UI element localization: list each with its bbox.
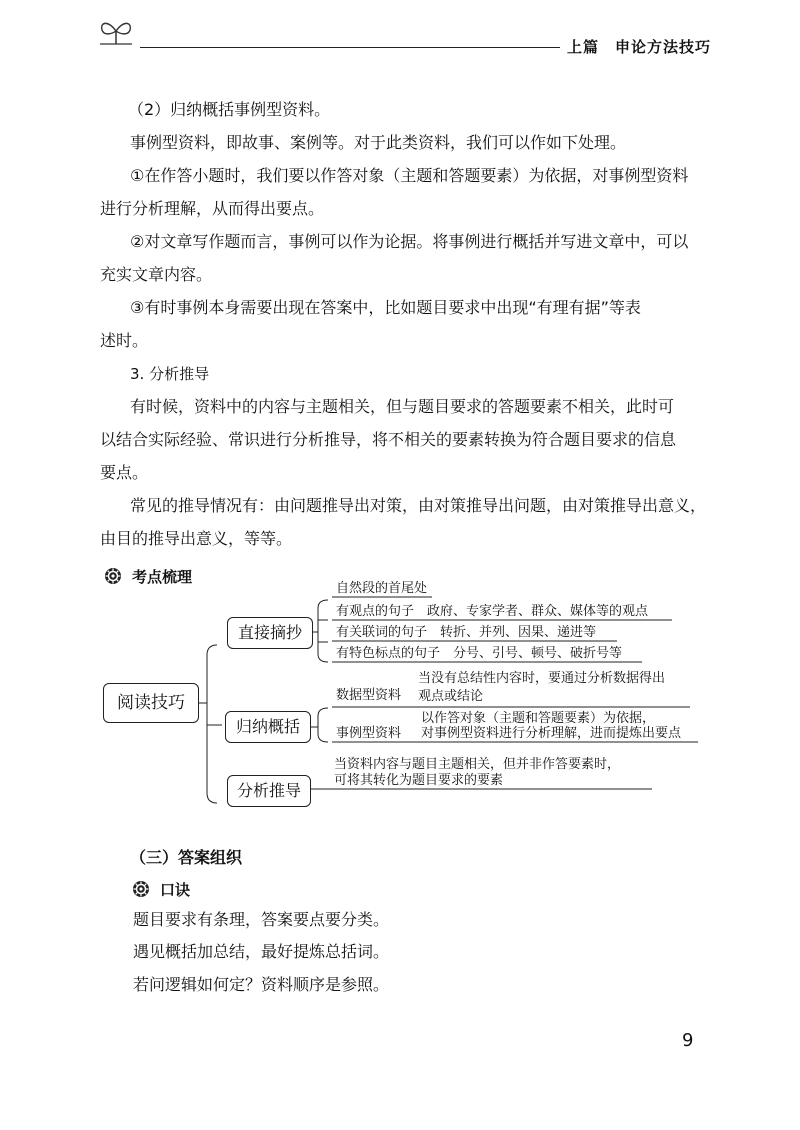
paragraph-6-line-2: 由目的推导出意义，等等。 <box>100 529 293 548</box>
paragraph-5-line-2: 以结合实际经验、常识进行分析推导，将不相关的要素转换为符合题目要求的信息 <box>100 430 677 449</box>
section-kaodian-title: 考点梳理 <box>132 568 193 586</box>
paragraph-3-line-2: 充实文章内容。 <box>100 265 213 284</box>
paragraph-4-line-1: ③有时事例本身需要出现在答案中，比如题目要求中出现“有理有据”等表 <box>130 298 641 317</box>
mindmap-leaf: 有特色标点的句子 分号、引号、顿号、破折号等 <box>336 646 623 661</box>
mindmap-leaf-desc: 以作答对象（主题和答题要素）为依据， <box>421 711 656 726</box>
mindmap-branch-direct-copy: 直接摘抄 <box>227 617 313 649</box>
mindmap-leaf-desc: 当没有总结性内容时，要通过分析数据得出 <box>418 671 666 686</box>
paragraph-6-line-1: 常见的推导情况有：由问题推导出对策，由对策推导出问题，由对策推导出意义， <box>130 496 707 515</box>
paragraph-5-line-1: 有时候，资料中的内容与主题相关，但与题目要求的答题要素不相关，此时可 <box>130 397 675 416</box>
heading-3: 3. 分析推导 <box>130 365 210 383</box>
mindmap-root-node: 阅读技巧 <box>103 683 199 723</box>
mindmap-leaf: 有观点的句子 政府、专家学者、群众、媒体等的观点 <box>336 604 649 619</box>
page-number: 9 <box>682 1030 694 1051</box>
paragraph-4-line-2: 述时。 <box>100 331 149 350</box>
mindmap-leaf: 自然段的首尾处 <box>336 581 428 596</box>
mindmap-leaf: 有关联词的句子 转折、并列、因果、递进等 <box>336 625 597 640</box>
section-koujue-heading <box>132 879 190 900</box>
mindmap-leaf-desc: 可将其转化为题目要求的要素 <box>334 773 504 788</box>
mindmap-branch-analyze: 分析推导 <box>227 775 311 807</box>
gear-icon <box>104 567 122 585</box>
koujue-line-3: 若问逻辑如何定？资料顺序是参照。 <box>133 975 390 994</box>
koujue-line-1: 题目要求有条理，答案要点要分类。 <box>133 910 390 929</box>
section-answer-heading: （三）答案组织 <box>130 848 243 867</box>
paragraph-5-line-3: 要点。 <box>100 463 149 482</box>
paragraph-2-line-1: ①在作答小题时，我们要以作答对象（主题和答题要素）为依据，对事例型资料 <box>130 166 689 185</box>
mindmap-branch-summarize: 归纳概括 <box>225 711 311 743</box>
section-koujue-title: 口诀 <box>160 881 191 899</box>
koujue-line-2: 遇见概括加总结，最好提炼总括词。 <box>133 942 390 961</box>
paragraph-2-line-2: 进行分析理解，从而得出要点。 <box>100 199 325 218</box>
mindmap-leaf-label: 事例型资料 <box>336 726 402 741</box>
heading-2: （2）归纳概括事例型资料。 <box>128 100 331 119</box>
paragraph-3-line-1: ②对文章写作题而言，事例可以作为论据。将事例进行概括并写进文章中，可以 <box>130 232 689 251</box>
mindmap-leaf-desc: 当资料内容与题目主题相关，但并非作答要素时， <box>334 757 621 772</box>
running-header-title: 上篇 申论方法技巧 <box>567 38 712 56</box>
gear-icon <box>132 880 150 898</box>
section-kaodian-heading <box>104 566 192 587</box>
header-rule <box>140 47 560 48</box>
sprout-icon <box>96 14 136 48</box>
mindmap-leaf-desc: 对事例型资料进行分析理解，进而提炼出要点 <box>421 726 682 741</box>
mindmap-leaf-label: 数据型资料 <box>336 688 402 703</box>
paragraph-1: 事例型资料，即故事、案例等。对于此类资料，我们可以作如下处理。 <box>130 133 627 152</box>
mindmap-leaf-desc: 观点或结论 <box>418 689 484 704</box>
